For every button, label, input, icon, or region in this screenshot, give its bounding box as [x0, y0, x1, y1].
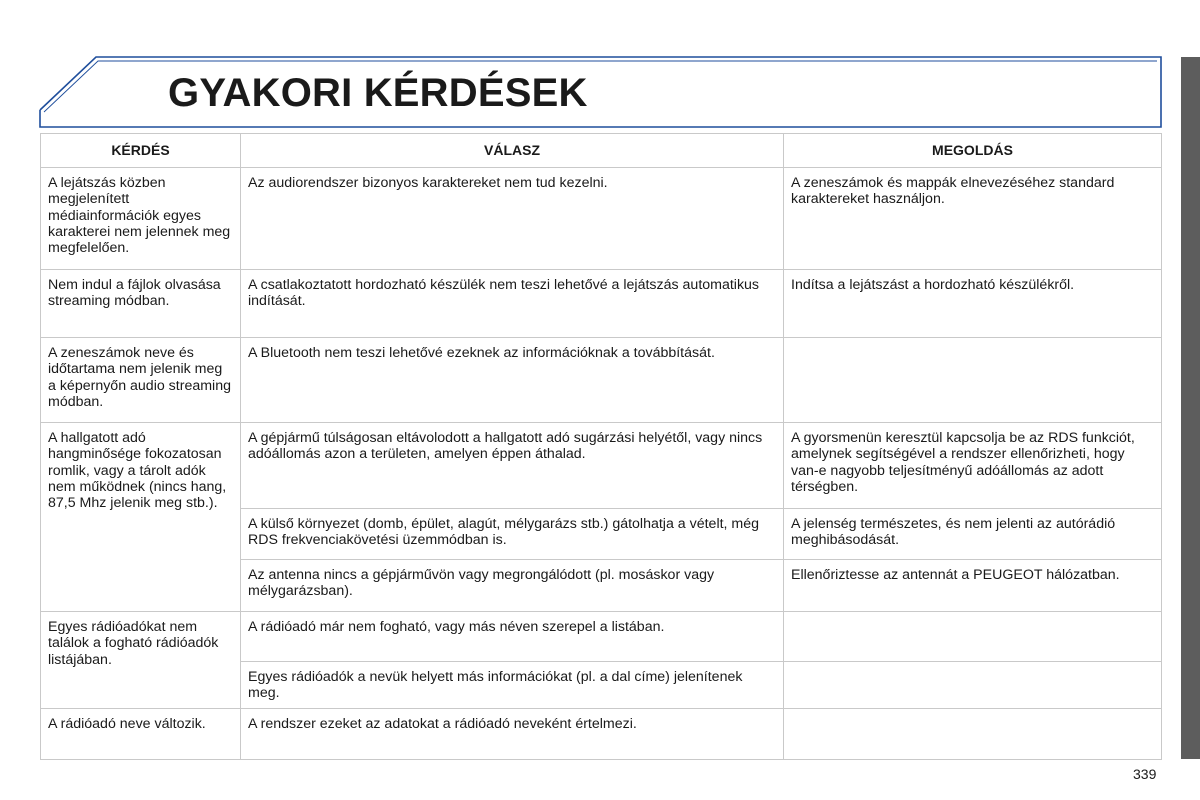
question-cell: A rádióadó neve változik. — [41, 708, 241, 759]
table-row — [41, 708, 1162, 759]
question-cell: Nem indul a fájlok olvasása streaming módban. — [41, 270, 241, 338]
header-question: KÉRDÉS — [41, 134, 241, 168]
table-row — [41, 612, 1162, 662]
page-number: 339 — [1133, 766, 1157, 782]
header-solution: MEGOLDÁS — [784, 134, 1162, 168]
solution-cell: Ellenőriztesse az antennát a PEUGEOT hálózatban. — [784, 560, 1162, 612]
answer-cell: A csatlakoztatott hordozható készülék nem teszi lehetővé a lejátszás automatikus indítását. — [241, 270, 784, 338]
page-title: GYAKORI KÉRDÉSEK — [168, 71, 588, 115]
solution-cell — [784, 612, 1162, 662]
answer-cell: A rendszer ezeket az adatokat a rádióadó neveként értelmezi. — [241, 708, 784, 759]
faq-table — [40, 133, 1162, 760]
solution-cell: A zeneszámok és mappák elnevezéséhez standard karaktereket használjon. — [784, 168, 1162, 270]
answer-cell: Az audiorendszer bizonyos karaktereket nem tud kezelni. — [241, 168, 784, 270]
table-row — [41, 168, 1162, 270]
answer-cell: A külső környezet (domb, épület, alagút, mélygarázs stb.) gátolhatja a vételt, még RDS frekvenciakövetési üzemmódban is. — [241, 509, 784, 560]
side-tab-strip — [1181, 57, 1200, 759]
question-cell: A zeneszámok neve és időtartama nem jelenik meg a képernyőn audio streaming módban. — [41, 338, 241, 423]
solution-cell — [784, 708, 1162, 759]
table-row — [41, 338, 1162, 423]
table-header-row — [41, 134, 1162, 168]
solution-cell: A jelenség természetes, és nem jelenti az autórádió meghibásodását. — [784, 509, 1162, 560]
table-row — [41, 423, 1162, 509]
solution-cell — [784, 338, 1162, 423]
solution-cell — [784, 662, 1162, 709]
answer-cell: Az antenna nincs a gépjárművön vagy megrongálódott (pl. mosáskor vagy mélygarázsban). — [241, 560, 784, 612]
solution-cell: A gyorsmenün keresztül kapcsolja be az RDS funkciót, amelynek segítségével a rendszer ellenőrizheti, hogy van-e nagyobb teljesítményű adóállomás az adott térségben. — [784, 423, 1162, 509]
answer-cell: Egyes rádióadók a nevük helyett más információkat (pl. a dal címe) jelenítenek meg. — [241, 662, 784, 709]
answer-cell: A gépjármű túlságosan eltávolodott a hallgatott adó sugárzási helyétől, vagy nincs adóállomás azon a területen, amelyen éppen áthalad. — [241, 423, 784, 509]
question-cell: A hallgatott adó hangminősége fokozatosan romlik, vagy a tárolt adók nem működnek (nincs hang, 87,5 Mhz jelenik meg stb.). — [41, 423, 241, 612]
question-cell: Egyes rádióadókat nem találok a fogható rádióadók listájában. — [41, 612, 241, 709]
answer-cell: A rádióadó már nem fogható, vagy más néven szerepel a listában. — [241, 612, 784, 662]
header-answer: VÁLASZ — [241, 134, 784, 168]
question-cell: A lejátszás közben megjelenített médiainformációk egyes karakterei nem jelennek meg megfelelően. — [41, 168, 241, 270]
table-row — [41, 270, 1162, 338]
answer-cell: A Bluetooth nem teszi lehetővé ezeknek az információknak a továbbítását. — [241, 338, 784, 423]
solution-cell: Indítsa a lejátszást a hordozható készülékről. — [784, 270, 1162, 338]
